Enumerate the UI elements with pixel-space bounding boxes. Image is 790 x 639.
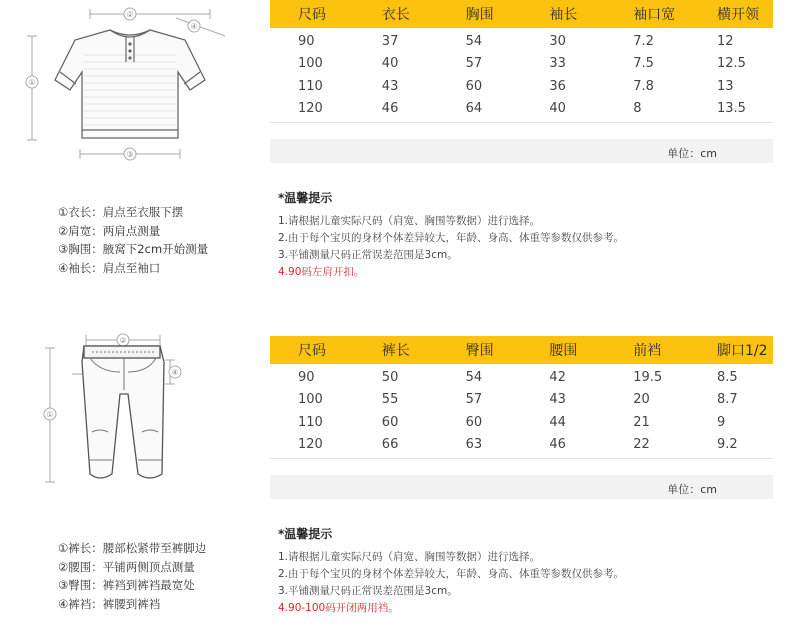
table-cell: 57 <box>465 56 483 72</box>
table-cell: 9 <box>716 414 726 430</box>
table-cell: 7.2 <box>633 33 654 49</box>
table-cell: 46 <box>549 437 566 453</box>
shirt-measurement-diagram <box>20 0 240 170</box>
tip-line: 1.请根据儿童实际尺码（肩宽、胸围等数据）进行选择。 <box>278 551 541 563</box>
table-cell: 12.5 <box>716 56 746 72</box>
table-cell: 8.5 <box>716 369 738 385</box>
legend-item: ③胸围：腋窝下2cm开始测量 <box>58 242 209 256</box>
pants-size-section <box>0 336 790 639</box>
shirt-tips <box>278 190 624 281</box>
table-cell: 57 <box>465 392 483 408</box>
table-cell: 13 <box>716 78 734 94</box>
table-cell: 100 <box>298 56 323 72</box>
unit-bar <box>270 139 773 163</box>
legend-item: ①衣长：肩点至衣服下摆 <box>58 205 184 219</box>
header-cell: 袖口宽 <box>633 7 676 23</box>
table-row <box>270 53 773 76</box>
tip-line: 3.平铺测量尺码正常误差范围是3cm。 <box>278 585 458 597</box>
legend-item: ④裤裆：裤腰到裤裆 <box>58 596 161 611</box>
table-cell: 33 <box>549 56 566 72</box>
table-cell: 21 <box>633 414 650 430</box>
pants-measurement-diagram <box>20 332 240 502</box>
pants-size-table <box>270 336 773 499</box>
table-cell: 120 <box>298 437 323 453</box>
header-cell: 脚口1/2 <box>716 343 768 359</box>
table-cell: 64 <box>465 101 483 117</box>
marker-1: ① <box>28 78 36 87</box>
table-cell: 12 <box>716 33 734 49</box>
table-cell: 8 <box>633 101 642 117</box>
marker-4: ④ <box>190 22 198 31</box>
legend-item: ②肩宽：两肩点测量 <box>58 223 161 238</box>
table-cell: 60 <box>465 414 483 430</box>
tips-title: *温馨提示 <box>278 191 333 205</box>
table-cell: 100 <box>298 392 323 408</box>
header-cell: 裤长 <box>381 343 410 359</box>
table-row <box>270 366 773 389</box>
table-cell: 37 <box>381 33 399 49</box>
table-cell: 54 <box>465 369 483 385</box>
table-cell: 60 <box>381 414 399 430</box>
header-cell: 衣长 <box>381 7 410 23</box>
header-cell: 袖长 <box>549 7 578 23</box>
table-row <box>270 389 773 412</box>
header-cell: 横开领 <box>716 7 759 23</box>
table-cell: 66 <box>381 437 399 453</box>
table-header <box>270 0 773 28</box>
marker-2: ② <box>119 336 127 345</box>
marker-3: ③ <box>126 150 134 159</box>
tip-line-highlight: 4.90-100码开闭两用裆。 <box>278 602 399 614</box>
legend-item: ③臀围：裤裆到裤裆最宽处 <box>58 578 195 592</box>
table-row <box>270 411 773 434</box>
tip-line-highlight: 4.90码左肩开扣。 <box>278 266 365 278</box>
tip-line: 3.平铺测量尺码正常误差范围是3cm。 <box>278 249 458 261</box>
table-cell: 30 <box>549 33 566 49</box>
table-row <box>270 75 773 98</box>
table-cell: 50 <box>381 369 399 385</box>
table-cell: 60 <box>465 78 483 94</box>
unit-label: 单位：cm <box>667 147 717 160</box>
header-cell: 腰围 <box>549 343 578 359</box>
table-cell: 7.8 <box>633 78 654 94</box>
header-cell: 前裆 <box>633 343 662 359</box>
header-cell: 尺码 <box>298 7 326 23</box>
table-cell: 90 <box>298 369 315 385</box>
tips-title: *温馨提示 <box>278 527 333 541</box>
legend-item: ④袖长：肩点至袖口 <box>58 260 161 275</box>
table-row <box>270 98 773 121</box>
table-cell: 8.7 <box>716 392 738 408</box>
pants-measurement-legend <box>58 539 206 613</box>
table-header <box>270 336 773 364</box>
table-cell: 63 <box>465 437 483 453</box>
legend-item: ①裤长：腰部松紧带至裤脚边 <box>58 541 207 555</box>
marker-2: ② <box>126 10 134 19</box>
legend-item: ②腰围：平铺两侧顶点测量 <box>58 559 195 574</box>
shirt-measurement-legend <box>58 203 208 277</box>
table-cell: 120 <box>298 101 323 117</box>
table-cell: 46 <box>381 101 399 117</box>
table-body <box>270 364 773 459</box>
table-body <box>270 28 773 123</box>
table-cell: 54 <box>465 33 483 49</box>
table-row <box>270 30 773 53</box>
table-cell: 20 <box>633 392 650 408</box>
table-row <box>270 434 773 457</box>
shirt-size-table <box>270 0 773 163</box>
table-cell: 19.5 <box>633 369 663 385</box>
unit-label: 单位：cm <box>667 483 717 496</box>
table-cell: 7.5 <box>633 56 654 72</box>
tip-line: 1.请根据儿童实际尺码（肩宽、胸围等数据）进行选择。 <box>278 215 541 227</box>
table-cell: 110 <box>298 414 323 430</box>
tip-line: 2.由于每个宝贝的身材个体差异较大，年龄、身高、体重等参数仅供参考。 <box>278 232 625 244</box>
marker-1: ① <box>46 410 54 419</box>
table-cell: 90 <box>298 33 315 49</box>
table-cell: 42 <box>549 369 566 385</box>
header-cell: 尺码 <box>298 343 326 359</box>
table-cell: 44 <box>549 414 566 430</box>
table-cell: 13.5 <box>716 101 746 117</box>
table-cell: 43 <box>549 392 566 408</box>
header-cell: 臀围 <box>465 343 494 359</box>
table-cell: 40 <box>549 101 566 117</box>
table-cell: 40 <box>381 56 399 72</box>
table-cell: 22 <box>633 437 650 453</box>
header-cell: 胸围 <box>465 7 494 23</box>
pants-tips <box>278 526 624 617</box>
table-cell: 110 <box>298 78 323 94</box>
unit-bar <box>270 475 773 499</box>
marker-4: ④ <box>171 368 179 377</box>
table-cell: 43 <box>381 78 399 94</box>
tip-line: 2.由于每个宝贝的身材个体差异较大，年龄、身高、体重等参数仅供参考。 <box>278 568 625 580</box>
table-cell: 36 <box>549 78 566 94</box>
table-cell: 55 <box>381 392 399 408</box>
table-cell: 9.2 <box>716 437 738 453</box>
